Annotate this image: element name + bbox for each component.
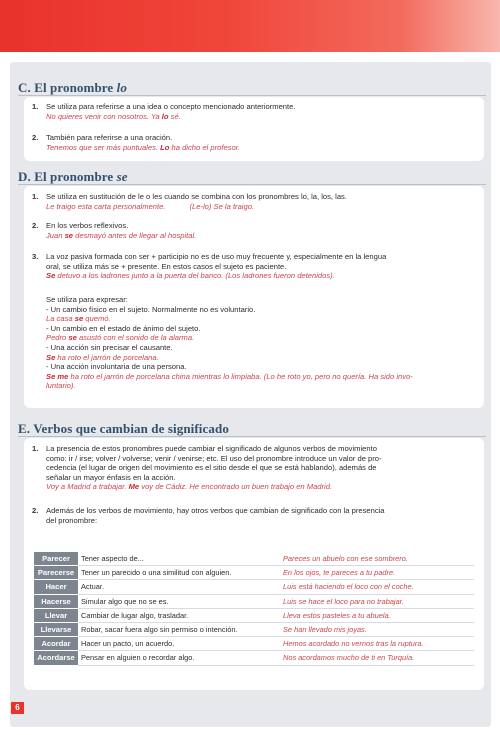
item-number: 2. (32, 221, 39, 230)
express-example: La casa se quemó. (46, 314, 111, 324)
item-example: Juan se desmayó antes de llegar al hospital. (46, 230, 197, 240)
verb-cell: Hacerse (34, 594, 78, 608)
item-text: En los verbos reflexivos. (46, 221, 129, 230)
section-d-item-1 (32, 192, 472, 211)
definition-cell: Tener un parecido o una similitud con alguien. (78, 566, 280, 580)
top-banner (0, 0, 500, 52)
section-d-title: D. El pronombre se (18, 169, 128, 184)
page-number: 6 (11, 702, 24, 714)
section-e-title: E. Verbos que cambian de significado (18, 421, 229, 436)
table-row (34, 651, 474, 665)
section-c-item-1 (32, 102, 472, 121)
item-text-line: del pronombre: (46, 515, 98, 525)
express-example: Se me ha roto el jarrón de porcelana china mientras lo limpiaba. (Lo he roto yo, pero no quería. Ha sido invo- luntario). (46, 371, 413, 391)
item-number: 1. (32, 192, 39, 201)
table-row (34, 566, 474, 580)
example-cell: Luis está haciendo el loco con el coche. (280, 580, 474, 594)
verb-cell: Parecer (34, 552, 78, 566)
definition-cell: Cambiar de lugar algo, trasladar. (78, 608, 280, 622)
example-cell: Pareces un abuelo con ese sombrero. (280, 552, 474, 566)
example-cell: Luis se hace el loco para no trabajar. (280, 594, 474, 608)
verb-cell: Hacer (34, 580, 78, 594)
item-example: Le traigo esta carta personalmente. (Le-lo) Se la traigo. (46, 201, 255, 211)
example-cell: Hemos acordado no vernos tras la ruptura. (280, 637, 474, 651)
express-point: - Una acción involuntaria de una persona. (46, 362, 187, 372)
item-number: 3. (32, 252, 39, 261)
section-d-item-3 (32, 252, 472, 281)
item-text-line: como: ir / irse; volver / volverse; venir / venirse; etc. El uso del pronombre introduce un valor de pro- (46, 453, 382, 463)
item-text: Se utiliza en sustitución de le o les cuando se combina con los pronombres lo, la, los, las. (46, 192, 347, 201)
item-example: No quieres venir con nosotros. Ya lo sé. (46, 111, 181, 121)
table-row (34, 594, 474, 608)
definition-cell: Actuar. (78, 580, 280, 594)
item-number: 2. (32, 506, 39, 515)
verb-cell: Llevar (34, 608, 78, 622)
definition-cell: Tener aspecto de... (78, 552, 280, 566)
express-point: - Un cambio en el estado de ánimo del sujeto. (46, 323, 201, 333)
item-text-line: Además de los verbos de movimiento, hay otros verbos que cambian de significado con la presencia (46, 506, 385, 515)
section-d-express-list (32, 295, 472, 391)
definition-cell: Simular algo que no se es. (78, 594, 280, 608)
section-d-item-2 (32, 221, 472, 240)
item-number: 1. (32, 102, 39, 111)
section-e-item-2 (32, 506, 472, 525)
example-cell: Se han llevado mis joyas. (280, 622, 474, 636)
section-c-item-2 (32, 133, 472, 152)
example-cell: Nos acordamos mucho de ti en Turquía. (280, 651, 474, 665)
express-point: - Una acción sin precisar el causante. (46, 342, 173, 352)
table-row (34, 608, 474, 622)
item-number: 2. (32, 133, 39, 142)
example-cell: Lleva estos pasteles a tu abuela. (280, 608, 474, 622)
item-number: 1. (32, 444, 39, 453)
item-text-line: cedencia (el lugar de origen del movimiento es el sitio desde el que se está hablando), además de (46, 463, 377, 473)
example-cell: En los ojos, te pareces a tu padre. (280, 566, 474, 580)
section-e-item-1 (32, 444, 472, 492)
verb-cell: Acordar (34, 637, 78, 651)
definition-cell: Pensar en alguien o recordar algo. (78, 651, 280, 665)
item-text-line: La presencia de estos pronombres puede cambiar el significado de algunos verbos de movimiento (46, 444, 377, 453)
section-d-divider (18, 184, 486, 185)
verbs-table (34, 552, 474, 666)
express-example: Pedro se asustó con el sonido de la alarma. (46, 333, 195, 343)
item-text: Se utiliza para referirse a una idea o concepto mencionado anteriormente. (46, 102, 296, 111)
item-text-line: señalar un mayor énfasis en la acción. (46, 472, 176, 482)
section-d-box (24, 186, 484, 408)
item-text: También para referirse a una oración. (46, 133, 173, 142)
section-e-box (24, 438, 484, 690)
table-row (34, 580, 474, 594)
express-example: Se ha roto el jarrón de porcelana. (46, 352, 159, 362)
express-point: - Un cambio físico en el sujeto. Normalmente no es voluntario. (46, 304, 256, 314)
table-row (34, 637, 474, 651)
table-row (34, 552, 474, 566)
verb-cell: Llevarse (34, 622, 78, 636)
item-text-line: oral, se utiliza más se + presente. En estos casos el sujeto es paciente. (46, 261, 287, 271)
verb-cell: Acordarse (34, 651, 78, 665)
express-intro: Se utiliza para expresar: (46, 295, 128, 304)
section-c-title: C. El pronombre lo (18, 80, 127, 95)
item-text-line: La voz pasiva formada con ser + participio no es de uso muy frecuente y, especialmente en la lengua (46, 252, 387, 261)
verb-cell: Parecerse (34, 566, 78, 580)
section-c-box (24, 97, 484, 161)
section-e-divider (18, 436, 486, 437)
section-c-divider (18, 95, 486, 96)
definition-cell: Robar, sacar fuera algo sin permiso o intención. (78, 622, 280, 636)
definition-cell: Hacer un pacto, un acuerdo. (78, 637, 280, 651)
item-example: Tenemos que ser más puntuales. Lo ha dicho el profesor. (46, 142, 241, 152)
item-example: Se detuvo a los ladrones junto a la puerta del banco. (Los ladrones fueron detenidos). (46, 271, 335, 281)
table-row (34, 622, 474, 636)
item-example: Voy a Madrid a trabajar. Me voy de Cádiz. He encontrado un buen trabajo en Madrid. (46, 482, 333, 492)
